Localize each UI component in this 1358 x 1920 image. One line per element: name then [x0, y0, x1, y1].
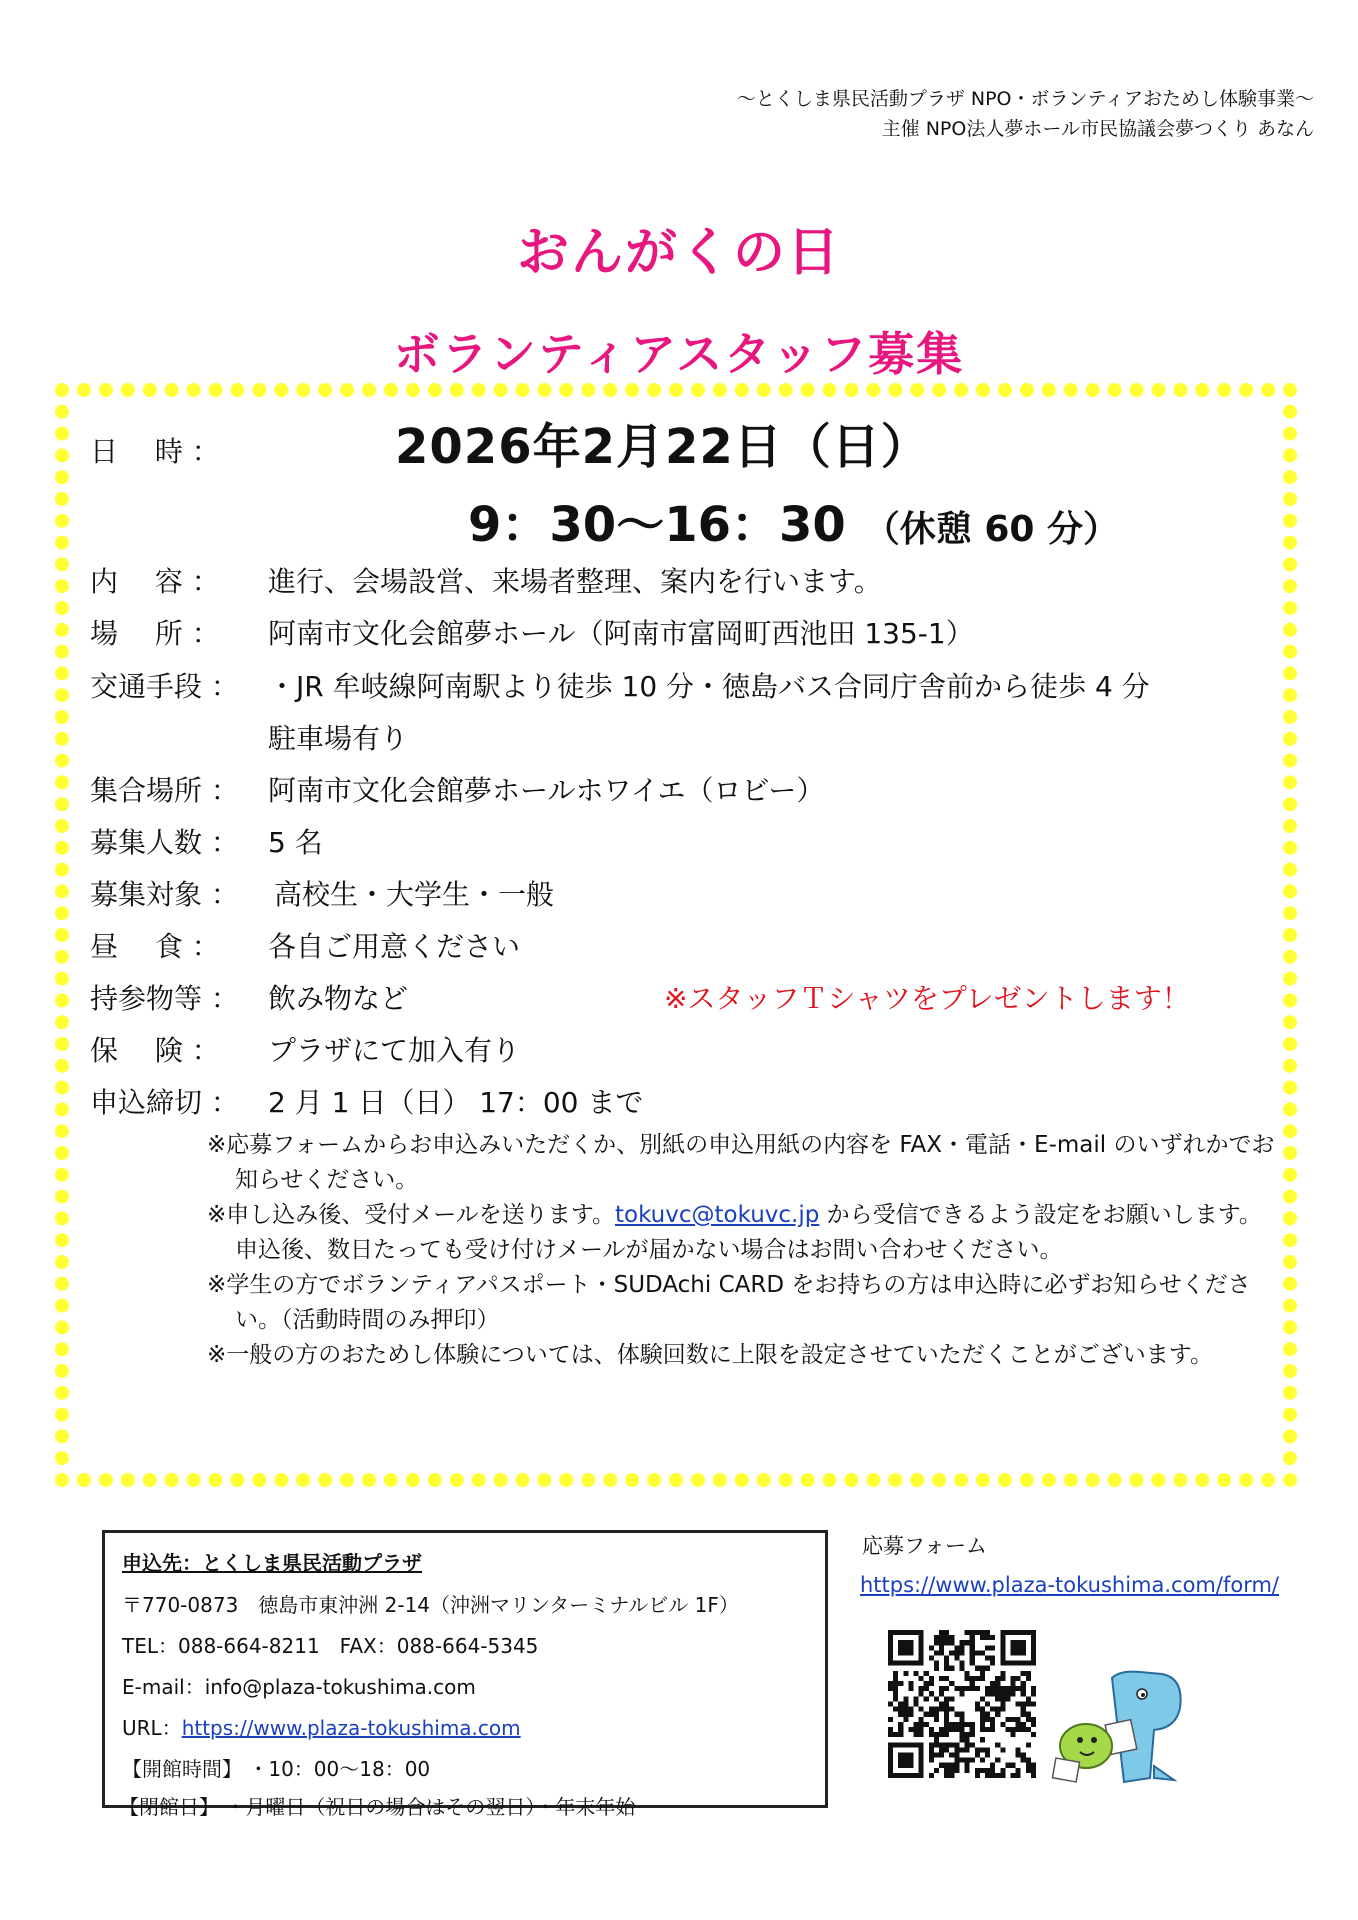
- frame-dot: [603, 383, 617, 397]
- frame-dot: [1283, 819, 1297, 833]
- frame-dot: [1283, 841, 1297, 855]
- frame-dot: [713, 383, 727, 397]
- frame-dot: [1283, 1233, 1297, 1247]
- frame-dot: [340, 1473, 354, 1487]
- frame-dot: [55, 732, 69, 746]
- frame-dot: [296, 1473, 310, 1487]
- frame-dot: [1283, 1364, 1297, 1378]
- frame-dot: [165, 1473, 179, 1487]
- frame-dot: [406, 1473, 420, 1487]
- url-label: URL：: [122, 1716, 182, 1740]
- frame-dot: [954, 383, 968, 397]
- frame-dot: [55, 1168, 69, 1182]
- frame-dot: [1283, 1146, 1297, 1160]
- frame-dot: [55, 645, 69, 659]
- frame-dot: [647, 383, 661, 397]
- frame-dot: [55, 972, 69, 986]
- frame-dot: [55, 928, 69, 942]
- frame-dot: [1283, 579, 1297, 593]
- frame-dot: [1173, 1473, 1187, 1487]
- frame-dot: [428, 383, 442, 397]
- frame-dot: [888, 1473, 902, 1487]
- form-url-link[interactable]: https://www.plaza-tokushima.com/form/: [860, 1573, 1280, 1597]
- frame-dot: [1020, 383, 1034, 397]
- frame-dot: [1283, 797, 1297, 811]
- frame-dot: [55, 1277, 69, 1291]
- frame-dot: [779, 1473, 793, 1487]
- frame-dot: [516, 1473, 530, 1487]
- frame-dot: [187, 1473, 201, 1487]
- frame-dot: [55, 1473, 69, 1487]
- recruit-title: ボランティアスタッフ募集: [393, 327, 965, 381]
- frame-dot: [581, 383, 595, 397]
- frame-dot: [713, 1473, 727, 1487]
- contact-tel-fax: TEL：088-664-8211 FAX：088-664-5345: [122, 1634, 539, 1658]
- frame-dot: [55, 884, 69, 898]
- frame-dot: [1283, 1081, 1297, 1095]
- frame-dot: [1283, 514, 1297, 528]
- frame-dot: [516, 383, 530, 397]
- frame-dot: [55, 448, 69, 462]
- frame-dot: [472, 383, 486, 397]
- frame-dot: [318, 383, 332, 397]
- note-email-text: ※申し込み後、受付メールを送ります。: [207, 1202, 615, 1228]
- row-value: 2 月 1 日（日） 17：00 まで: [268, 1086, 644, 1119]
- frame-dot: [1283, 1124, 1297, 1138]
- frame-dot: [55, 1342, 69, 1356]
- frame-dot: [55, 514, 69, 528]
- row-value: 駐車場有り: [268, 722, 409, 755]
- frame-dot: [669, 383, 683, 397]
- frame-dot: [998, 1473, 1012, 1487]
- frame-dot: [1283, 1408, 1297, 1422]
- frame-dot: [55, 1124, 69, 1138]
- frame-dot: [55, 1102, 69, 1116]
- row-value: 5 名: [268, 826, 323, 859]
- frame-dot: [230, 1473, 244, 1487]
- frame-dot: [1020, 1473, 1034, 1487]
- frame-dot: [55, 863, 69, 877]
- frame-dot: [844, 383, 858, 397]
- frame-dot: [1086, 1473, 1100, 1487]
- frame-dot: [55, 623, 69, 637]
- frame-dot: [801, 1473, 815, 1487]
- frame-dot: [55, 819, 69, 833]
- event-title: おんがくの日: [516, 223, 841, 283]
- plaza-url-link[interactable]: https://www.plaza-tokushima.com: [181, 1716, 521, 1740]
- frame-dot: [757, 1473, 771, 1487]
- present-notice: ※スタッフＴシャツをプレゼントします！: [664, 982, 1190, 1015]
- notes: [207, 1128, 1277, 1373]
- frame-dot: [494, 1473, 508, 1487]
- frame-dot: [230, 383, 244, 397]
- frame-dot: [1283, 775, 1297, 789]
- frame-dot: [55, 1233, 69, 1247]
- frame-dot: [121, 1473, 135, 1487]
- frame-dot: [274, 1473, 288, 1487]
- frame-dot: [55, 1059, 69, 1073]
- row-value: 阿南市文化会館夢ホール（阿南市富岡町西池田 135-1）: [268, 617, 974, 650]
- frame-dot: [121, 383, 135, 397]
- frame-dot: [1239, 1473, 1253, 1487]
- frame-dot: [910, 383, 924, 397]
- frame-dot: [976, 383, 990, 397]
- frame-dot: [1283, 950, 1297, 964]
- frame-dot: [1195, 383, 1209, 397]
- frame-dot: [55, 383, 69, 397]
- contact-closed: 【閉館日】 ・月曜日（祝日の場合はその翌日）・年末年始: [119, 1795, 636, 1819]
- frame-dot: [1195, 1473, 1209, 1487]
- frame-dot: [362, 1473, 376, 1487]
- email-link[interactable]: tokuvc@tokuvc.jp: [614, 1202, 820, 1228]
- frame-dot: [1283, 928, 1297, 942]
- frame-dot: [55, 557, 69, 571]
- frame-dot: [1283, 645, 1297, 659]
- frame-dot: [1283, 1102, 1297, 1116]
- note-email-text-2: から受信できるよう設定をお願いします。申込後、数日たっても受け付けメールが届かない場合はお問い合わせください。: [235, 1202, 1262, 1263]
- host-line: 主催 NPO法人夢ホール市民協議会夢つくり あなん: [881, 118, 1314, 140]
- frame-dot: [1283, 536, 1297, 550]
- frame-dot: [252, 1473, 266, 1487]
- frame-dot: [384, 383, 398, 397]
- frame-dot: [55, 1015, 69, 1029]
- row-label: 内 容 ：: [90, 565, 220, 598]
- frame-dot: [1283, 906, 1297, 920]
- frame-dot: [1042, 383, 1056, 397]
- frame-dot: [55, 754, 69, 768]
- note-student: ※学生の方でボランティアパスポート・SUDAchi CARD をお持ちの方は申込時に必ずお知らせください。（活動時間のみ押印）: [207, 1272, 1251, 1333]
- frame-dot: [801, 383, 815, 397]
- frame-dot: [647, 1473, 661, 1487]
- frame-dot: [99, 383, 113, 397]
- schedule-label: 日 時 ：: [90, 435, 220, 468]
- frame-dot: [1283, 1059, 1297, 1073]
- frame-dot: [1283, 1342, 1297, 1356]
- contact-hours: 【開館時間】 ・10：00～18：00: [122, 1757, 431, 1781]
- frame-dot: [1283, 492, 1297, 506]
- frame-dot: [1042, 1473, 1056, 1487]
- frame-dot: [888, 383, 902, 397]
- frame-dot: [1283, 557, 1297, 571]
- frame-dot: [318, 1473, 332, 1487]
- frame-dot: [1283, 666, 1297, 680]
- frame-dot: [559, 1473, 573, 1487]
- frame-dot: [296, 383, 310, 397]
- program-line: ～とくしま県民活動プラザ NPO・ボランティアおためし体験事業～: [736, 88, 1314, 110]
- frame-dot: [165, 383, 179, 397]
- frame-dot: [1283, 1190, 1297, 1204]
- row-label: 募集人数 ：: [90, 826, 239, 859]
- row-value: ・JR 牟岐線阿南駅より徒歩 10 分・徳島バス合同庁舎前から徒歩 4 分: [268, 670, 1150, 703]
- frame-dot: [55, 601, 69, 615]
- note-application: ※応募フォームからお申込みいただくか、別紙の申込用紙の内容を FAX・電話・E-mail のいずれかでお知らせください。: [207, 1132, 1275, 1193]
- break-time: （休憩 60 分）: [863, 509, 1119, 550]
- mascot-illustration-icon: [1050, 1668, 1190, 1790]
- frame-dot: [1173, 383, 1187, 397]
- frame-dot: [581, 1473, 595, 1487]
- frame-dot: [823, 1473, 837, 1487]
- frame-dot: [77, 1473, 91, 1487]
- frame-dot: [209, 383, 223, 397]
- form-label: 応募フォーム: [862, 1534, 987, 1558]
- frame-dot: [55, 1190, 69, 1204]
- frame-dot: [55, 1037, 69, 1051]
- row-label: 集合場所 ：: [90, 774, 239, 807]
- frame-dot: [1151, 383, 1165, 397]
- frame-dot: [77, 383, 91, 397]
- frame-dot: [55, 797, 69, 811]
- frame-dot: [55, 1364, 69, 1378]
- frame-dot: [55, 906, 69, 920]
- frame-dot: [537, 1473, 551, 1487]
- frame-dot: [55, 710, 69, 724]
- frame-dot: [779, 383, 793, 397]
- frame-dot: [625, 1473, 639, 1487]
- frame-dot: [1283, 448, 1297, 462]
- frame-dot: [1283, 1473, 1297, 1487]
- frame-dot: [55, 1081, 69, 1095]
- frame-dot: [603, 1473, 617, 1487]
- frame-dot: [1261, 383, 1275, 397]
- frame-dot: [1217, 1473, 1231, 1487]
- frame-dot: [99, 1473, 113, 1487]
- frame-dot: [1261, 1473, 1275, 1487]
- event-date: 2026年2月22日（日）: [395, 419, 930, 475]
- frame-dot: [1283, 1277, 1297, 1291]
- frame-dot: [1283, 383, 1297, 397]
- frame-dot: [55, 666, 69, 680]
- frame-dot: [55, 841, 69, 855]
- frame-dot: [559, 383, 573, 397]
- frame-dot: [1130, 383, 1144, 397]
- frame-dot: [1283, 1015, 1297, 1029]
- frame-dot: [428, 1473, 442, 1487]
- row-label: 昼 食 ：: [90, 930, 220, 963]
- row-value: 飲み物など: [268, 982, 409, 1015]
- frame-dot: [823, 383, 837, 397]
- frame-dot: [55, 1299, 69, 1313]
- frame-dot: [1086, 383, 1100, 397]
- frame-dot: [910, 1473, 924, 1487]
- frame-dot: [55, 1386, 69, 1400]
- frame-dot: [1239, 383, 1253, 397]
- organizer-header: [737, 84, 1314, 144]
- frame-dot: [998, 383, 1012, 397]
- row-value: 進行、会場設営、来場者整理、案内を行います。: [268, 565, 882, 598]
- frame-dot: [757, 383, 771, 397]
- note-email: [207, 1198, 1277, 1268]
- frame-dot: [55, 579, 69, 593]
- frame-dot: [143, 1473, 157, 1487]
- frame-dot: [450, 1473, 464, 1487]
- frame-dot: [450, 383, 464, 397]
- frame-dot: [1283, 1451, 1297, 1465]
- frame-dot: [55, 536, 69, 550]
- frame-dot: [55, 775, 69, 789]
- frame-dot: [954, 1473, 968, 1487]
- frame-dot: [866, 1473, 880, 1487]
- frame-dot: [55, 950, 69, 964]
- frame-dot: [187, 383, 201, 397]
- frame-dot: [55, 1146, 69, 1160]
- frame-dot: [494, 383, 508, 397]
- frame-dot: [1283, 1299, 1297, 1313]
- frame-dot: [55, 688, 69, 702]
- frame-dot: [274, 383, 288, 397]
- frame-dot: [691, 383, 705, 397]
- row-value: プラザにて加入有り: [268, 1034, 521, 1067]
- frame-dot: [1283, 1168, 1297, 1182]
- frame-dot: [976, 1473, 990, 1487]
- frame-dot: [55, 470, 69, 484]
- frame-dot: [384, 1473, 398, 1487]
- frame-dot: [55, 1211, 69, 1225]
- contact-address: 〒770-0873 徳島市東沖洲 2-14（沖洲マリンターミナルビル 1F）: [122, 1593, 739, 1617]
- frame-dot: [143, 383, 157, 397]
- contact-box: [102, 1530, 828, 1808]
- contact-email: E-mail：info@plaza-tokushima.com: [122, 1675, 476, 1699]
- frame-dot: [1283, 1037, 1297, 1051]
- contact-url-line: [122, 1712, 521, 1741]
- frame-dot: [1283, 1211, 1297, 1225]
- frame-dot: [252, 383, 266, 397]
- frame-dot: [55, 1451, 69, 1465]
- frame-dot: [735, 383, 749, 397]
- frame-dot: [1283, 754, 1297, 768]
- frame-dot: [55, 1320, 69, 1334]
- frame-dot: [1064, 1473, 1078, 1487]
- frame-dot: [932, 383, 946, 397]
- frame-dot: [1283, 470, 1297, 484]
- frame-dot: [55, 427, 69, 441]
- frame-dot: [362, 383, 376, 397]
- frame-dot: [1283, 427, 1297, 441]
- frame-dot: [1283, 405, 1297, 419]
- row-label: 保 険 ：: [90, 1034, 220, 1067]
- frame-dot: [1283, 1386, 1297, 1400]
- frame-dot: [55, 993, 69, 1007]
- row-label: 交通手段 ：: [90, 670, 239, 703]
- frame-dot: [1283, 1429, 1297, 1443]
- frame-dot: [55, 492, 69, 506]
- frame-dot: [1283, 1255, 1297, 1269]
- frame-dot: [1283, 1320, 1297, 1334]
- qr-code-icon[interactable]: [888, 1630, 1036, 1778]
- frame-dot: [1151, 1473, 1165, 1487]
- row-label: 持参物等 ：: [90, 982, 239, 1015]
- frame-dot: [1217, 383, 1231, 397]
- frame-dot: [1283, 972, 1297, 986]
- row-label: 募集対象 ：: [90, 878, 239, 911]
- frame-dot: [932, 1473, 946, 1487]
- frame-dot: [406, 383, 420, 397]
- row-value: 高校生・大学生・一般: [274, 878, 555, 911]
- frame-dot: [1283, 688, 1297, 702]
- row-label: 場 所 ：: [90, 617, 220, 650]
- frame-dot: [866, 383, 880, 397]
- frame-dot: [1283, 732, 1297, 746]
- frame-dot: [1064, 383, 1078, 397]
- frame-dot: [1130, 1473, 1144, 1487]
- frame-dot: [472, 1473, 486, 1487]
- frame-dot: [55, 1429, 69, 1443]
- frame-dot: [1283, 884, 1297, 898]
- row-label: 申込締切 ：: [90, 1086, 239, 1119]
- frame-dot: [844, 1473, 858, 1487]
- frame-dot: [1283, 623, 1297, 637]
- frame-dot: [1283, 710, 1297, 724]
- frame-dot: [340, 383, 354, 397]
- frame-dot: [625, 383, 639, 397]
- frame-dot: [735, 1473, 749, 1487]
- event-time: [468, 486, 1119, 555]
- frame-dot: [1283, 993, 1297, 1007]
- frame-dot: [1283, 601, 1297, 615]
- note-general: ※一般の方のおためし体験については、体験回数に上限を設定させていただくことがございます。: [207, 1342, 1213, 1368]
- frame-dot: [1108, 1473, 1122, 1487]
- frame-dot: [1283, 863, 1297, 877]
- frame-dot: [55, 1408, 69, 1422]
- row-value: 各自ご用意ください: [268, 930, 521, 963]
- frame-dot: [1108, 383, 1122, 397]
- contact-title: 申込先：とくしま県民活動プラザ: [122, 1551, 422, 1575]
- frame-dot: [669, 1473, 683, 1487]
- frame-dot: [537, 383, 551, 397]
- frame-dot: [55, 405, 69, 419]
- row-value: 阿南市文化会館夢ホールホワイエ（ロビー）: [268, 774, 825, 807]
- frame-dot: [209, 1473, 223, 1487]
- frame-dot: [55, 1255, 69, 1269]
- time-range: 9：30～16：30: [468, 497, 846, 553]
- frame-dot: [691, 1473, 705, 1487]
